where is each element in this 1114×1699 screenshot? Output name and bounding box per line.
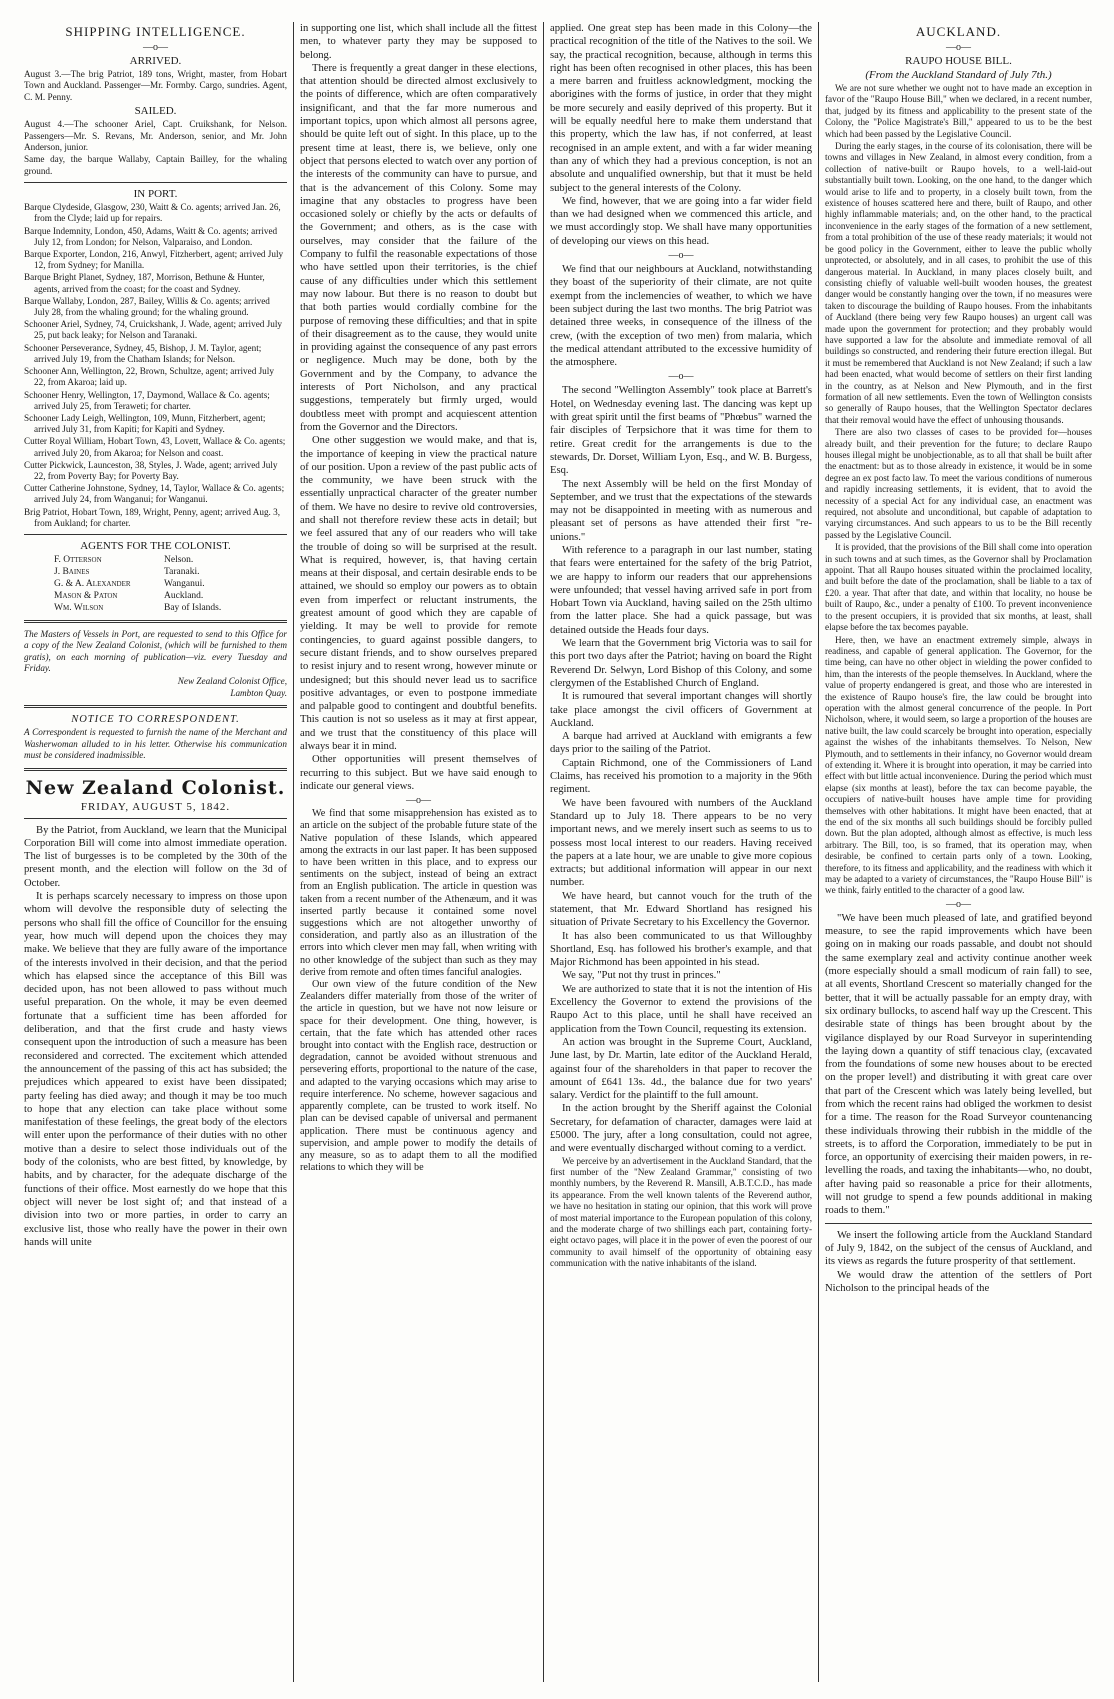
arrived-entry: August 3.—The brig Patriot, 189 tons, Wright, master, from Hobart Town and Auckland. Passenger—Mr. Formby. Cargo, sundries. Agent, C. M. Penny. — [24, 69, 287, 102]
divider — [24, 768, 287, 771]
in-port-item: Schooner Perseverance, Sydney, 45, Bishop, J. M. Taylor, agent; arrived July 19, from the Chatham Islands; for Nelson. — [24, 342, 262, 364]
article-paragraph: It is rumoured that several important changes will shortly take place amongst the civil officers of Government at Auckland. — [550, 691, 812, 729]
divider — [24, 534, 287, 535]
masters-notice: The Masters of Vessels in Port, are requested to send to this Office for a copy of the New Zealand Colonist, (which will be furnished to them gratis), on each morning of publication—viz. every Tuesday and Friday. — [24, 628, 287, 674]
article-paragraph: It has also been communicated to us that Willoughby Shortland, Esq. has followed his brother's example, and that Major Richmond has been appointed in his stead. — [550, 930, 812, 969]
agent-row — [54, 566, 287, 578]
article-paragraph: In the action brought by the Sheriff against the Colonial Secretary, for defamation of character, damages were laid at £5000. The jury, after a long consultation, could not agree, and were eventually discharged without coming to a verdict. — [550, 1103, 812, 1155]
ornament: —o— — [946, 42, 971, 53]
divider — [825, 1223, 1092, 1224]
article-paragraph: We perceive by an advertisement in the Auckland Standard, that the first number of the "New Zealand Grammar," consisting of two monthly numbers, by the Reverend R. Mansill, A.B.T.C.D., has made its appearance. From the well known talents of the Reverend author, we have no hesitation in stating our opinion, that this work will prove of most material importance to the European population of this colony, and the moderate charge of two shillings each part, containing forty-eight octavo pages, will place it in the power of even the poorest of our community to avail himself of the opportunity of obtaining easy communication with the native inhabitants of the island. — [550, 1155, 812, 1269]
article-paragraph: One other suggestion we would make, and that is, the importance of keeping in view the practical nature of our position. Upon a review of the past public acts of the community, we have been struck with the essentially unpractical character of the greater number of them. We have no desire to revive old controversies, and shall not therefore review these acts in detail; but we feel assured that any of our readers who will take the trouble of doing so will be surprised at the result. What is required, however, is, that having certain means at their disposal, and certain desirable ends to be attained, we should so employ our powers as to obtain even from imperfect or reluctant instruments, the greatest amount of good which they are capable of yielding. It may be well to provide for remote contingencies, to guard against possible dangers, to secure distant friends, and to show ourselves prepared to resist injury and to resent wrong, however minute or undesigned; but this should never lead us to sacrifice positive advantages, or even to postpone immediate and palpable good to contingent and doubtful benefits. This caution is not so useless as it may at first appear, and we trust that the constituency of this place will always bear it in mind. — [300, 435, 537, 753]
article-paragraph: There are also two classes of cases to be provided for—houses already built, and their prevention for the future; to declare Raupo houses illegal might be unobjectionable, as to all that shall be built after the enactment: but as to those already in existence, it would be in some degree an ex post facto law. To meet the various conditions of numerous and rapidly increasing settlements, it is evident, that to avoid the necessity of a special Act for any individual case, an enactment was required, not absolute and unconditional, but capable of adaptation to varying circumstances. And such appears to us to be the Bill recently passed by the Legislative Council. — [825, 427, 1092, 540]
issue-date: FRIDAY, AUGUST 5, 1842. — [80, 800, 231, 813]
article-paragraph: It is provided, that the provisions of the Bill shall come into operation in such towns and at such times, as the Governor shall by Proclamation appoint. That all Raupo houses situated within the proclaimed locality, and built before the date of the proclamation, shall be liable to a tax of £20. a year. That after that date, and within that locality, no house be built of Raupo, &c., under a penalty of £100. To prevent inconvenience to the present occupiers, it is provided that six months, at least, shall elapse before the tax becomes payable. — [825, 542, 1092, 633]
agent-place: Wanganui. — [164, 578, 205, 589]
agent-place: Nelson. — [164, 554, 194, 565]
agent-place: Bay of Islands. — [164, 602, 222, 613]
agents-title: AGENTS FOR THE COLONIST. — [80, 539, 231, 552]
article-paragraph: During the early stages, in the course of its colonisation, there will be towns and villages in New Zealand, in almost every condition, from a collection of native-built or Raupo hovels, to a well-laid-out substantially built town. Looking, on the one hand, to the danger which would arise to life and to property, in a closely built town, from the existence of houses scattered here and there, built of Raupo, and other highly inflammable materials; and, on the other hand, to the practical inconvenience in the early stages of the formation of a new settlement, from a total prohibition of the use of these ready materials; it would not be good policy in the Government, either to leave the public wholly unprotected, or absolutely, and in all cases, to prohibit the use of this dangerous material. In Auckland, in many places closely built, and consisting chiefly of valuable well-built wooden houses, the greatest danger would be constantly hanging over the town, if no measures were taken to discourage the building of Raupo houses. From the inhabitants of Auckland (there being very few Raupo houses) an urgent call was made upon the government for protection; and they probably would have supported a law for the absolute and immediate removal of all buildings so constructed, and rendering their future erection illegal. But it must be remembered that Auckland is not New Zealand; if such a law had been enacted, what would become of settlers on their first landing in the country, as at Nelson and New Plymouth, and in the first formation of all new settlements. Even the town of Wellington consists so generally of Raupo houses, that the Wellington Spectator declares that their removal would have the effect of unhousing thousands. — [825, 141, 1092, 425]
in-port-item: Cutter Catherine Johnstone, Sydney, 14, Taylor, Wallace & Co. agents; arrived July 24, from Wanganui; for Wanganui. — [24, 483, 285, 505]
in-port-list — [24, 202, 287, 529]
column-1 — [18, 22, 293, 1682]
column-4 — [818, 22, 1098, 1682]
article-paragraph: Our own view of the future condition of the New Zealanders differ materially from those of the writer of the article in question, but we have not now leisure or space for their development. One thing, however, is certain, that the fate which has attended other races brought into contact with the English race, destruction or degradation, cannot be avoided without strenuous and persevering efforts, proportional to the nature of the case, and adapted to the varying occasions which may arise to require interference. No scheme, however sagacious and apparently complete, can be trusted to work itself. No plan can be devised capable of universal and permanent application. There must be continuous agency and supervision, and ample power to modify the details of any measure, so as to adapt them to all the modified relations to which they will be — [300, 979, 537, 1174]
article-paragraph: We would draw the attention of the settlers of Port Nicholson to the principal heads of the — [825, 1269, 1092, 1294]
article-paragraph: We insert the following article from the Auckland Standard of July 9, 1842, on the subject of the census of Auckland, and its views as regards the future prosperity of that settlement. — [825, 1229, 1092, 1268]
column-3 — [543, 22, 818, 1682]
article-paragraph: With reference to a paragraph in our last number, stating that fears were entertained for the safety of the brig Patriot, we are happy to inform our readers that our apprehensions were unfounded; that vessel having arrived safe in port from Hobart Town via Auckland, having sailed on the 25th ultimo from the latter place. She had a quick passage, but was detained outside the Heads four days. — [550, 544, 812, 636]
in-port-item: Barque Bright Planet, Sydney, 187, Morrison, Bethune & Hunter, agents, arrived from the coast; for the coast and Sydney. — [24, 272, 265, 294]
article-paragraph: Here, then, we have an enactment extremely simple, always in readiness, and capable of general application. The Governor, for the time being, can have no other object in wielding the power confided to him, than the interests of the people themselves. In Auckland, where the value of property endangered is great, and those who are interested in the existence of Raupo house's fire, the law could be brought into operation with the almost general concurrence of the people. In Port Nicholson, where, it would seem, so large a proportion of the houses are native built, the law could scarcely be brought into operation, especially against the wishes of the inhabitants themselves. To Nelson, New Plymouth, and to settlements in their infancy, no Governor would dream of extending it. Where it is brought into operation, it may be carried into effect with but little actual inconvenience. During the period which must elapse (six months at least), before the tax can become payable, the occupiers of native-built houses have ample time for providing themselves with other habitations. It might have been enacted, that at the end of the six months all such buildings should be forcibly pulled down. But the plan adopted, although almost as effective, is much less arbitrary. The Bill, too, is so framed, that its operation may, when desirable, be confined to certain parts only of a town. Looking, therefore, to its fitness and applicability, and the readiness with which it may be adapted to a variety of circumstances, the "Raupo House Bill" is we think, fairly entitled to the character of a good law. — [825, 634, 1092, 896]
agent-name: Wm. Wilson — [54, 602, 104, 613]
column-2 — [293, 22, 543, 1682]
notice-title: NOTICE TO CORRESPONDENT. — [71, 714, 240, 726]
ornament: —o— — [406, 795, 431, 807]
section-title: AUCKLAND. — [915, 24, 1002, 39]
article-paragraph: Other opportunities will present themselves of recurring to this subject. But we have said enough to indicate our general views. — [300, 754, 537, 792]
agent-name: J. Baines — [54, 566, 90, 577]
shipping-title: SHIPPING INTELLIGENCE. — [65, 24, 246, 39]
agent-row — [54, 602, 287, 614]
agents-list — [54, 554, 287, 614]
article-paragraph: By the Patriot, from Auckland, we learn that the Municipal Corporation Bill will come into almost immediate operation. The list of burgesses is to be completed by the 30th of the present month, and the election will follow on the 3d of October. — [24, 824, 287, 889]
sailed-entry: August 4.—The schooner Ariel, Capt. Cruikshank, for Nelson. Passengers—Mr. S. Revans, Mr. Anderson, senior, and Mr. John Anderson, junior. — [24, 119, 287, 153]
article-paragraph: We have heard, but cannot vouch for the truth of the statement, that Mr. Edward Shortland has resigned his situation of Private Secretary to his Excellency the Governor. — [550, 890, 812, 929]
sailed-entry: Same day, the barque Wallaby, Captain Bailley, for the whaling ground. — [24, 154, 287, 176]
in-port-item: Brig Patriot, Hobart Town, 189, Wright, Penny, agent; arrived Aug. 3, from Aukland; for charter. — [24, 506, 281, 528]
article-paragraph: It is perhaps scarcely necessary to impress on those upon whom will devolve the responsible duty of selecting the persons who shall fill the office of Councillor for the ensuing year, how much will depend upon the choices they may make. We believe that they are fully aware of the importance of the interests involved in their decision, and that the period which has elapsed since the acceptance of this Bill was decided upon, has not been allowed to pass without much useful preparation. On the whole, it may be even deemed fortunate that a sufficient time has been afforded for deliberation, and that the first crude and hasty views consequent upon the introduction of such a measure has been reconsidered and corrected. The excitement which attended the announcement of the passing of this act has subsided; the prejudices which appeared to exist have been dissipated; party feeling has died away; and though it may be too much to hope that any election can take place without some manifestation of these feelings, the great body of the electors will enter upon the performance of their duties with no other motive than a desire to select those individuals out of the body of the colonists, who are best fitted, by knowledge, by habits, and by character, for the adequate discharge of the functions of their office. Most earnestly do we hope that this object will never be lost sight of; and that instead of a division into two or more parties, in order to carry an exclusive list, those who really have the power in their own hands will unite — [24, 891, 287, 1248]
in-port-item: Schooner Henry, Wellington, 17, Daymond, Wallace & Co. agents; arrived July 25, from Teraweti; for charter. — [24, 389, 270, 411]
in-port-item: Schooner Ann, Wellington, 22, Brown, Schultze, agent; arrived July 22, from Akaroa; laid up. — [24, 366, 274, 388]
agent-row — [54, 590, 287, 602]
article-paragraph: The next Assembly will be held on the first Monday of September, and we trust that the expectations of the stewards may not be disappointed in meeting with as numerous and pleasant set of persons as have attended their first "re-unions." — [550, 478, 812, 543]
in-port-title: IN PORT. — [133, 188, 178, 201]
ornament: —o— — [668, 250, 694, 262]
in-port-item: Cutter Royal William, Hobart Town, 43, Lovett, Wallace & Co. agents; arrived July 20, from Akaroa; for Nelson and coast. — [24, 436, 286, 458]
article-paragraph: A barque had arrived at Auckland with emigrants a few days prior to the sailing of the Patriot. — [550, 731, 812, 756]
divider — [24, 620, 287, 623]
article-paragraph: applied. One great step has been made in this Colony—the practical recognition of the title of the Natives to the soil. We say, the practical recognition, because, although in terms this right has been often recognised in other places, this has been a mere barren and fruitless acknowledgment, mocking the aborigines with the forms of justice, in order that they might be more securely and easily deprived of this property. But it will be equally needful here to make them understand that this property, which the law has, if not conferred, at least recognised in an ample extent, and with a far wider meaning than any of which they had a previous conception, is not an absolute and unqualified ownership, but that it must be held subject to the general interests of the Colony. — [550, 23, 812, 194]
article-paragraph: Captain Richmond, one of the Commissioners of Land Claims, has received his promotion to a majority in the 96th regiment. — [550, 757, 812, 796]
in-port-item: Schooner Lady Leigh, Wellington, 109, Munn, Fitzherbert, agent; arrived July 31, from Kapiti; for Kapiti and Sydney. — [24, 412, 266, 435]
masthead: New Zealand Colonist. — [25, 776, 286, 799]
office-sign: New Zealand Colonist Office, — [177, 675, 287, 686]
divider — [24, 818, 287, 819]
in-port-item: Barque Wallaby, London, 287, Bailey, Willis & Co. agents; arrived July 28, from the whaling ground; for the whaling ground. — [24, 295, 270, 318]
section-subtitle: RAUPO HOUSE BILL. — [905, 55, 1012, 67]
source-line: (From the Auckland Standard of July 7th.) — [865, 69, 1052, 81]
agent-name: Mason & Paton — [54, 590, 118, 601]
in-port-item: Cutter Pickwick, Launceston, 38, Styles, J. Wade, agent; arrived July 22, from Poverty Bay; for Poverty Bay. — [24, 459, 278, 481]
article-paragraph: "We have been much pleased of late, and gratified beyond measure, to see the rapid improvements which have been going on in making our roads passable, and doubt not should the same exemplary zeal and activity continue another week (more especially should a small modicum of rain fall) to see, at all events, Shortland Crescent so materially changed for the better, that it will be actually passable for an empty dray, with six ordinary bullocks, to ascend half way up the Crescent. This desirable state of things has been brought about by the vigilance displayed by our Road Surveyor in superintending the laying down a quantity of stiff tenacious clay, (excavated from the foundations of some new houses about to be erected on the proper level!) and distributing it with great care over that part of the Crescent which was lately being levelled, but from which the recent rains had obliged the workmen to desist for a time. The reason for the Road Surveyor countenancing these individuals throwing their rubbish in the middle of the streets, is to afford the Corporation, immediately to be put in force, an opportunity of exercising their maiden powers, in re-levelling the roads, and taxing the inhabitants—who, no doubt, after having paid so reasonable a price for their allotments, will not grudge to spend a few pounds additional in making roads to them." — [825, 912, 1092, 1217]
arrived-title: ARRIVED. — [129, 55, 182, 67]
agent-name: F. Otterson — [54, 554, 102, 565]
article-paragraph: We have been favoured with numbers of the Auckland Standard up to July 18. There appears to be no very important news, and we merely insert such as seems to us to possess most local interest to our readers. Having received the papers at a late hour, we are unable to give more copious extracts; but additional information will appear in our next number. — [550, 797, 812, 889]
article-paragraph: in supporting one list, which shall include all the fittest men, to whatever party they may be supposed to belong. — [300, 23, 537, 61]
article-paragraph: We learn that the Government brig Victoria was to sail for this port two days after the Patriot; having on board the Right Reverend Dr. Selwyn, Lord Bishop of this Colony, and some clergymen of the Established Church of England. — [550, 638, 812, 689]
in-port-item: Barque Exporter, London, 216, Anwyl, Fitzherbert, agent; arrived July 12, from Sydney; for Manilla. — [24, 249, 284, 271]
agent-place: Auckland. — [164, 590, 204, 601]
article-paragraph: We find that some misapprehension has existed as to an article on the subject of the probable future state of the Native population of these Islands, which appeared among the extracts in our last paper. It has been supposed to have been written in this place, and to express our sentiments on the subject, instead of being an extract from an English publication. The article in question was taken from a recent number of the Athenæum, and it was inserted partly because it contained some novel suggestions which are not altogether unworthy of consideration, and partly also as an illustration of the errors into which clever men may fall, when writing with no other knowledge of the subject than such as they may derive from remote and often times fanciful analogies. — [300, 808, 537, 978]
article-paragraph: There is frequently a great danger in these elections, that attention should be directed almost exclusively to the points of difference, which are often comparatively insignificant, and that the far more numerous and important topics, upon which almost all persons agree, should be quite left out of sight. In this place, up to the present time at least, there is, we believe, only one object that persons elected to watch over any portion of the interests of the community can have to pursue, and that is the advancement of this Colony. Some may imagine that any obstacles to progress have been occasioned solely or chiefly by the acts or defaults of the Government; and others, as is the case with ourselves, may consider that the failure of the Company to fulfil the reasonable expectations of those who have settled upon their territories, is the chief cause of any difficulties under which this settlement may now labour. But there is no reason to doubt but that both parties would cordially combine for the purpose of removing these difficulties; and that in spite of their disagreement as to the cause, they would unite in providing against the consequence of any past errors or negligence. Much may be done, both by the Government and by the Company, to advance the interests of Port Nicholson, and any practical suggestions, temperately but firmly urged, would doubtless meet with prompt and acquiescent attention from the Governor and the Directors. — [300, 62, 537, 433]
article-paragraph: We are not sure whether we ought not to have made an exception in favor of the "Raupo House Bill," when we declared, in a recent number, that, judged by its fitness and applicability to the present state of the Colony, the "Police Magistrate's Bill," appeared to us to be the best which had been passed by the Legislative Council. — [825, 83, 1092, 139]
divider — [24, 705, 287, 708]
notice-text: A Correspondent is requested to furnish the name of the Merchant and Washerwoman alluded to in his letter. Otherwise his communication must be considered inadmissible. — [24, 727, 287, 761]
ornament: —o— — [143, 42, 168, 53]
article-paragraph: The second "Wellington Assembly" took place at Barrett's Hotel, on Wednesday evening last. The dancing was kept up with great spirit until the first beams of "Phœbus" warned the fair disciples of Terpsichore that it was time for them to retire. Great credit for the arrangements is due to the stewards, Dr. Dorset, William Lyon, Esq., and W. B. Burgess, Esq. — [550, 385, 812, 477]
newspaper-page — [18, 22, 1098, 1682]
sailed-title: SAILED. — [134, 105, 177, 118]
office-sign: Lambton Quay. — [230, 687, 287, 698]
article-paragraph: We find that our neighbours at Auckland, notwithstanding they boast of the superiority of their climate, are not quite exempt from the inclemencies of weather, to which we have been subject during the last two months. The brig Patriot was detained three weeks, in consequence of the illness of the crew, (with the exception of two men) from malaria, which the medical attendant attributed to the excessive humidity of the atmosphere. — [550, 264, 812, 369]
divider — [24, 182, 287, 183]
agent-place: Taranaki. — [164, 566, 200, 577]
article-paragraph: We say, "Put not thy trust in princes." — [562, 970, 721, 982]
in-port-item: Schooner Ariel, Sydney, 74, Cruickshank, J. Wade, agent; arrived July 25, put back leaky; for Nelson and Taranaki. — [24, 319, 282, 341]
agent-row — [54, 578, 287, 590]
agent-row — [54, 554, 287, 566]
article-paragraph: We are authorized to state that it is not the intention of His Excellency the Governor to extend the provisions of the Raupo Act to this place, until he shall have received an application from the Town Council, requesting its extension. — [550, 983, 812, 1035]
article-paragraph: We find, however, that we are going into a far wider field than we had designed when we commenced this article, and we must accordingly stop. We shall have many opportunities of developing our views on this head. — [550, 195, 812, 247]
agent-name: G. & A. Alexander — [54, 578, 131, 589]
in-port-item: Barque Indemnity, London, 450, Adams, Waitt & Co. agents; arrived July 12, from London; for Nelson, Valparaiso, and London. — [24, 225, 278, 247]
ornament: —o— — [946, 898, 971, 910]
in-port-item: Barque Clydeside, Glasgow, 230, Waitt & Co. agents; arrived Jan. 26, from the Clyde; laid up for repairs. — [24, 202, 281, 224]
ornament: —o— — [668, 371, 694, 383]
article-paragraph: An action was brought in the Supreme Court, Auckland, June last, by Dr. Martin, late editor of the Auckland Herald, against four of the shareholders in that paper to recover the amount of £641 13s. 4d., the balance due for two years' salary. Verdict for the plaintiff to the full amount. — [550, 1036, 812, 1102]
